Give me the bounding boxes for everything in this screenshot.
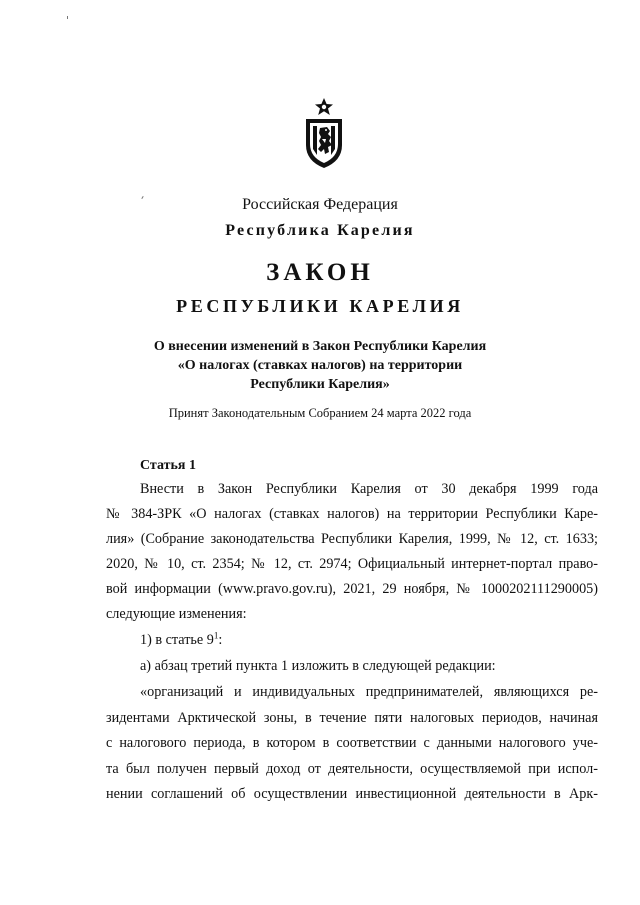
quote-line: та был получен первый доход от деятельности, осуществляемой при испол- (106, 761, 598, 777)
scan-speck (67, 16, 68, 19)
body-line: вой информации (www.pravo.gov.ru), 2021, 29 ноября, № 1000202111290005) (106, 581, 598, 597)
law-title-line-3: Республики Карелия» (250, 377, 390, 392)
republic-name: Республика Карелия (225, 222, 415, 239)
body-line: лия» (Собрание законодательства Республики Карелия, 1999, № 12, ст. 1633; (106, 531, 598, 547)
law-title-line-2: «О налогах (ставках налогов) на территории (177, 358, 463, 373)
quote-line: зидентами Арктической зоны, в течение пяти налоговых периодов, начиная (106, 710, 598, 726)
body-line: № 384-ЗРК «О налогах (ставках налогов) на территории Республики Каре- (106, 506, 598, 522)
list-item (140, 632, 598, 649)
coat-of-arms-emblem (300, 97, 348, 169)
law-title-line-1: О внесении изменений в Закон Республики Карелия (153, 339, 487, 354)
document-type-heading: ЗАКОН (266, 259, 374, 286)
list-item-text: 1) в статье 9 (140, 632, 214, 648)
body-line: следующие изменения: (106, 606, 247, 622)
list-item-tail: : (218, 632, 223, 648)
adoption-note: Принят Законодательным Собранием 24 марта 2022 года (168, 406, 472, 420)
body-line: Внести в Закон Республики Карелия от 30 декабря 1999 года (140, 481, 598, 497)
superscript-number: 1 (213, 630, 219, 641)
quote-line: нении соглашений об осуществлении инвестиционной деятельности в Арк- (106, 786, 598, 802)
quote-line: с налогового периода, в котором в соответствии с данными налогового уче- (106, 735, 598, 751)
list-item: а) абзац третий пункта 1 изложить в следующей редакции: (140, 658, 496, 674)
body-line: 2020, № 10, ст. 2354; № 12, ст. 2974; Официальный интернет-портал право- (106, 556, 598, 572)
issuing-republic-heading: РЕСПУБЛИКИ КАРЕЛИЯ (176, 296, 464, 316)
article-heading: Статья 1 (140, 458, 196, 473)
country-name: Российская Федерация (242, 196, 398, 213)
quote-line: «организаций и индивидуальных предпринимателей, являющихся ре- (140, 684, 598, 700)
